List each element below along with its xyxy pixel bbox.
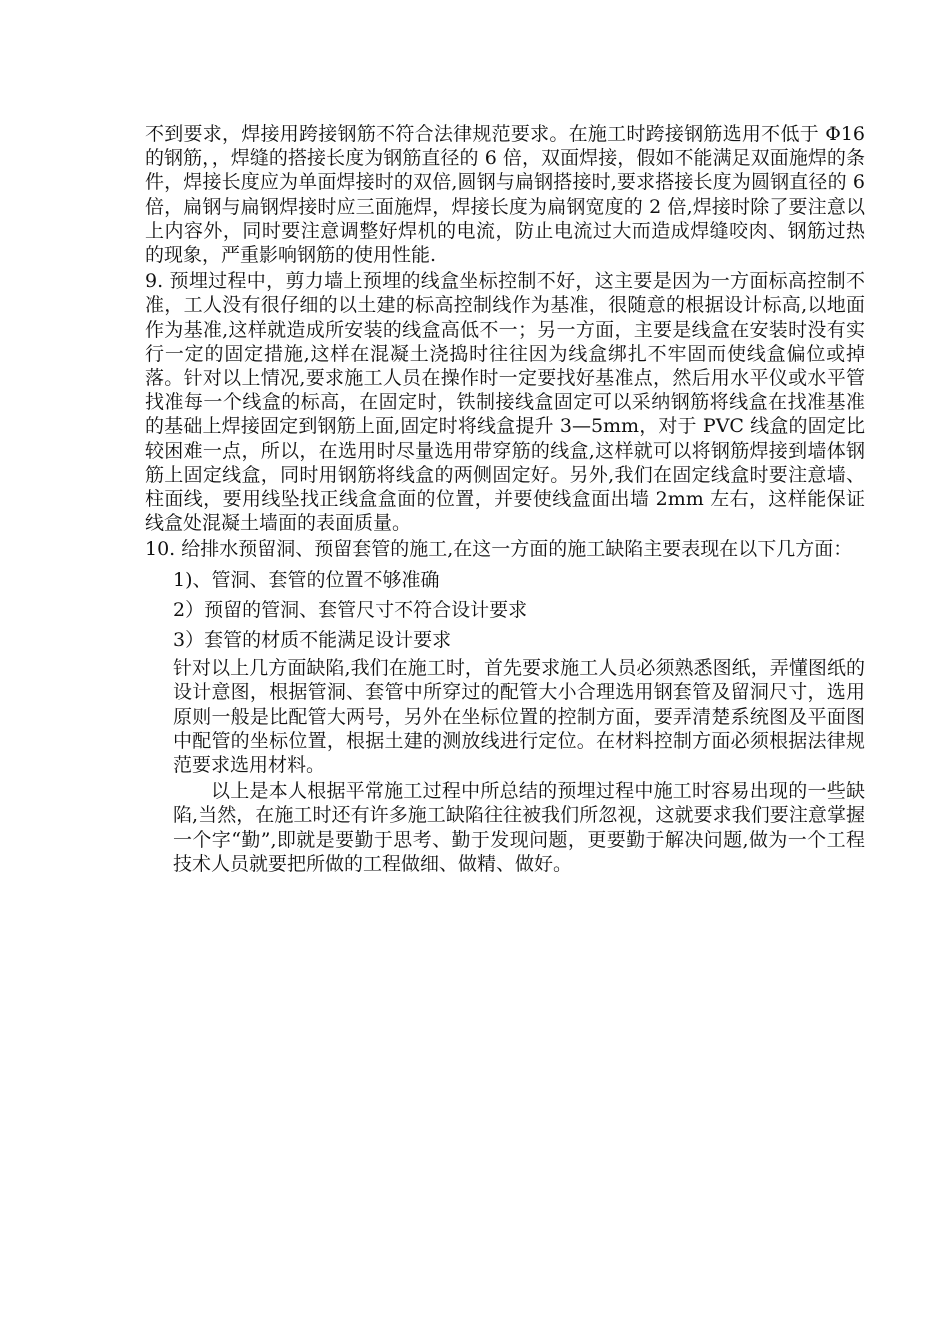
paragraph-junction-box: 9. 预埋过程中，剪力墙上预埋的线盒坐标控制不好，这主要是因为一方面标高控制不准，工人没有很仔细的以土建的标高控制线作为基准，很随意的根据设计标高,以地面作为基准,这样就造成所安装的线盒高低不一；另一方面，主要是线盒在安装时没有实行一定的固定措施,这样在混凝土浇捣时往往因为线盒绑扎不牢固而使线盒偏位或掉落。针对以上情况,要求施工人员在操作时一定要找好基准点，然后用水平仪或水平管找准每一个线盒的标高，在固定时，铁制接线盒固定可以采纳钢筋将线盒在找准基准的基础上焊接固定到钢筋上面,固定时将线盒提升 3—5mm，对于 PVC 线盒的固定比较困难一点，所以，在选用时尽量选用带穿筋的线盒,这样就可以将钢筋焊接到墙体钢筋上固定线盒，同时用钢筋将线盒的两侧固定好。另外,我们在固定线盒时要注意墙、柱面线，要用线坠找正线盒盒面的位置，并要使线盒面出墙 2mm 左右，这样能保证线盒处混凝土墙面的表面质量。 xyxy=(145,270,865,535)
paragraph-closing: 以上是本人根据平常施工过程中所总结的预埋过程中施工时容易出现的一些缺陷,当然，在施工时还有许多施工缺陷往往被我们所忽视，这就要求我们要注意掌握一个字“勤”,即就是要勤于思考、勤于发现问题，更要勤于解决问题,做为一个工程技术人员就要把所做的工程做细、做精、做好。 xyxy=(173,780,865,875)
list-item: 3）套管的材质不能满足设计要求 xyxy=(173,629,452,652)
list-item: 2）预留的管洞、套管尺寸不符合设计要求 xyxy=(173,598,528,621)
paragraph-sleeve-intro: 10. 给排水预留洞、预留套管的施工,在这一方面的施工缺陷主要表现在以下几方面： xyxy=(145,538,853,561)
defect-list xyxy=(145,568,865,653)
list-item: 1)、管洞、套管的位置不够准确 xyxy=(173,568,440,591)
paragraph-remedy: 针对以上几方面缺陷,我们在施工时，首先要求施工人员必须熟悉图纸，弄懂图纸的设计意图，根据管洞、套管中所穿过的配管大小合理选用钢套管及留洞尺寸，选用原则一般是比配管大两号，另外在坐标位置的控制方面，要弄清楚系统图及平面图中配管的坐标位置，根据土建的测放线进行定位。在材料控制方面必须根据法律规范要求选用材料。 xyxy=(173,657,865,777)
paragraph-welding: 不到要求，焊接用跨接钢筋不符合法律规范要求。在施工时跨接钢筋选用不低于 Φ16 的钢筋，，焊缝的搭接长度为钢筋直径的 6 倍，双面焊接，假如不能满足双面施焊的条件，焊接长度应为单面焊接时的双倍,圆钢与扁钢搭接时,要求搭接长度为圆钢直径的 6 倍，扁钢与扁钢焊接时应三面施焊，焊接长度为扁钢宽度的 2 倍,焊接时除了要注意以上内容外，同时要注意调整好焊机的电流，防止电流过大而造成焊缝咬肉、钢筋过热的现象，严重影响钢筋的使用性能. xyxy=(145,123,865,267)
document-page xyxy=(145,122,865,876)
